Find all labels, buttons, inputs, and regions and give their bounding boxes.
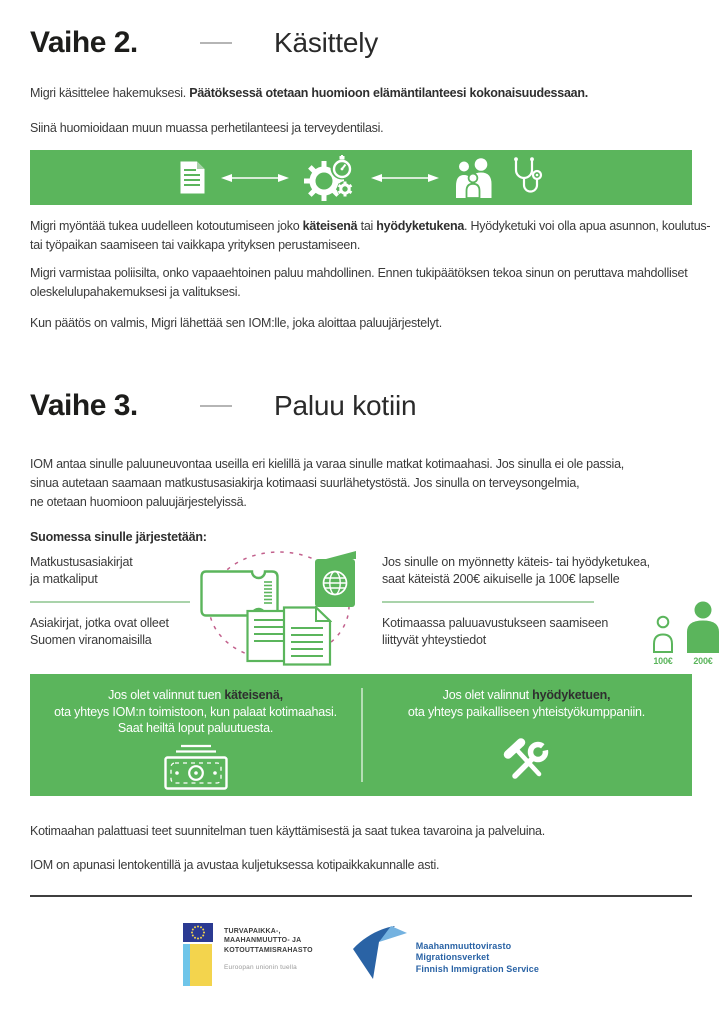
paragraph-text: Kotimaahan palattuasi teet suunnitelman tuen käyttämisestä ja saat tukea tavaroina ja palveluina. xyxy=(30,824,545,838)
amif-color-block xyxy=(183,944,212,986)
migri-name-fi: Maahanmuuttovirasto xyxy=(415,940,512,951)
vaihe2-heading xyxy=(30,26,692,60)
box-text: Saat heiltä loput paluutuesta. xyxy=(117,721,274,735)
adult-amount-label: 200€ xyxy=(693,656,713,666)
paragraph xyxy=(30,856,692,875)
footer-divider xyxy=(30,895,692,897)
person-child-outline-icon xyxy=(650,615,676,653)
tools-icon xyxy=(361,737,692,787)
list-item xyxy=(30,615,198,649)
paragraph xyxy=(30,217,711,255)
paragraph-text: Migri varmistaa poliisilta, onko vapaaehtoinen paluu mahdollinen. Ennen tukipäätöksen tekoa sinun on peruttava mahdolliset xyxy=(30,266,688,280)
eu-fund-name: TURVAPAIKKA-, xyxy=(224,927,281,935)
vaihe2-title: Käsittely xyxy=(274,27,379,58)
paragraph-bold-text: Päätöksessä otetaan huomioon elämäntilanteesi kokonaisuudessaan. xyxy=(189,86,588,100)
child-amount-label: 100€ xyxy=(653,656,673,666)
paragraph-text: IOM antaa sinulle paluuneuvontaa useilla eri kielillä ja varaa sinulle matkat kotimaahasi. Jos sinulla ei ole passia, xyxy=(30,457,625,471)
vaihe3-step-label: Vaihe 3. xyxy=(30,389,138,422)
support-options-box xyxy=(30,674,692,796)
services-column-right xyxy=(360,548,722,666)
paragraph xyxy=(30,455,692,512)
list-item xyxy=(382,615,650,649)
migri-logo xyxy=(349,923,539,981)
list-item-text: Kotimaassa paluuavustukseen saamiseen xyxy=(382,615,609,630)
list-heading: Suomessa sinulle järjestetään: xyxy=(30,530,207,544)
paragraph-text: Kun päätös on valmis, Migri lähettää sen IOM:lle, joka aloittaa paluujärjestelyt. xyxy=(30,316,442,330)
paragraph xyxy=(30,119,692,138)
paragraph-text: oleskelulupahakemuksesi ja valituksesi. xyxy=(30,285,241,299)
list-item-text: ja matkaliput xyxy=(30,572,98,586)
arrow-left-right-icon xyxy=(219,172,291,184)
cash-support-illustration xyxy=(650,548,722,666)
paragraph-bold-text: käteisenä xyxy=(302,219,358,233)
box-text: Jos olet valinnut tuen xyxy=(108,688,225,702)
paragraph xyxy=(30,84,692,103)
stethoscope-icon xyxy=(509,156,543,200)
list-item xyxy=(30,554,198,588)
services-columns xyxy=(30,548,713,666)
documents-icon xyxy=(246,606,332,666)
list-item-text: Asiakirjat, jotka ovat olleet xyxy=(30,615,169,630)
list-item-text: liittyvät yhteystiedot xyxy=(382,632,486,647)
family-icon xyxy=(454,158,496,198)
list-item-text: saat käteistä 200€ aikuiselle ja 100€ lapselle xyxy=(382,572,620,586)
paragraph-text: IOM on apunasi lentokentillä ja avustaa kuljetuksessa kotipaikkakunnalle asti. xyxy=(30,858,440,872)
list-item-text: Matkustusasiakirjat xyxy=(30,555,133,569)
eu-flag-icon xyxy=(183,923,213,942)
vaihe3-heading xyxy=(30,389,692,423)
migri-name-en: Finnish Immigration Service xyxy=(415,963,539,974)
paragraph-text: tai xyxy=(357,219,377,233)
paragraph-text: Siinä huomioidaan muun muassa perhetilanteesi ja terveydentilasi. xyxy=(30,121,384,135)
paragraph-bold-text: hyödyketukena xyxy=(376,219,465,233)
arrow-left-right-icon xyxy=(369,172,441,184)
list-item-text: Suomen viranomaisilla xyxy=(30,632,152,647)
box-divider xyxy=(361,688,363,782)
paragraph xyxy=(30,822,692,841)
vaihe3-title: Paluu kotiin xyxy=(274,390,417,421)
cash-option-panel xyxy=(30,674,361,796)
box-bold-text: käteisenä, xyxy=(224,688,283,702)
box-text: ota yhteys paikalliseen yhteistyökumppaniin. xyxy=(407,704,646,719)
heading-dash xyxy=(200,42,232,44)
banknote-icon xyxy=(30,744,361,790)
paragraph-text: Migri käsittelee hakemuksesi. xyxy=(30,86,190,100)
process-banner xyxy=(30,150,692,205)
eu-fund-name: KOTOUTTAMISRAHASTO xyxy=(224,946,313,954)
item-divider xyxy=(382,601,594,603)
eu-fund-name: MAAHANMUUTTO- JA xyxy=(224,937,302,944)
person-adult-unit xyxy=(684,601,722,666)
box-text: Jos olet valinnut xyxy=(442,688,533,702)
list-item-text: Jos sinulle on myönnetty käteis- tai hyödyketukea, xyxy=(382,555,650,569)
footer-logos xyxy=(30,923,692,986)
paragraph-text: ne otetaan huomioon paluujärjestelyissä. xyxy=(30,495,247,509)
migri-logo-icon xyxy=(349,923,407,981)
document-icon xyxy=(179,160,206,195)
paragraph-text: sinua autetaan saamaan matkustusasiakirja kotimaasi suurlähetystöstä. Jos sinulla on terveysongelmia, xyxy=(30,476,580,490)
passport-icon xyxy=(310,550,356,608)
heading-dash xyxy=(200,405,232,407)
box-text: ota yhteys IOM:n toimistoon, kun palaat kotimaahasi. xyxy=(54,704,337,719)
migri-name-sv: Migrationsverket xyxy=(415,952,490,962)
travel-documents-illustration xyxy=(198,548,360,666)
vaihe2-step-label: Vaihe 2. xyxy=(30,26,138,59)
list-item xyxy=(382,554,650,588)
paragraph xyxy=(30,264,692,302)
paragraph-text: . Hyödyketuki voi olla apua asunnon, koulutus- xyxy=(464,219,711,233)
item-divider xyxy=(30,601,190,603)
person-child-unit xyxy=(650,615,676,666)
person-adult-filled-icon xyxy=(684,601,722,653)
paragraph-text: Migri myöntää tukea uudelleen kotoutumiseen joko xyxy=(30,219,303,233)
eu-amif-logo xyxy=(183,923,313,986)
services-column-left xyxy=(30,548,360,666)
process-time-icon xyxy=(304,155,356,201)
paragraph-text: tai työpaikan saamiseen tai vaikkapa yrityksen perustamiseen. xyxy=(30,238,361,252)
paragraph xyxy=(30,314,692,333)
eu-support-note: Euroopan unionin tuella xyxy=(224,964,297,971)
box-bold-text: hyödyketuen, xyxy=(532,688,611,702)
in-kind-option-panel xyxy=(361,674,692,796)
